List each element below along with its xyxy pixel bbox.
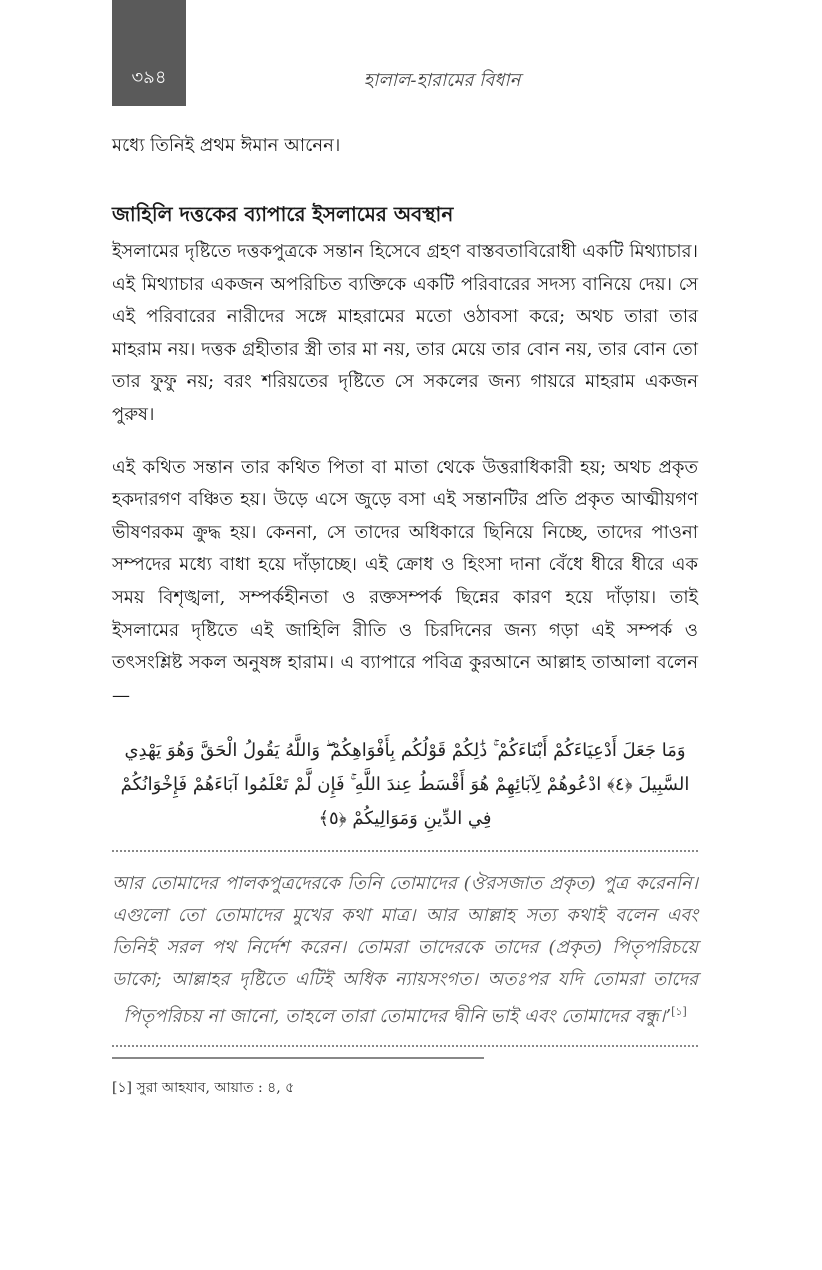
footnote-divider [112,1057,484,1059]
body-paragraph-1: ইসলামের দৃষ্টিতে দত্তকপুত্রকে সন্তান হিসেবে গ্রহণ বাস্তবতাবিরোধী একটি মিথ্যাচার। এই মিথ্যাচার একজন অপরিচিত ব্যক্তিকে একটি পরিবারের সদস্য বানিয়ে দেয়। সে এই পরিবারের নারীদের সঙ্গে মাহরামের মতো ওঠাবসা করে; অথচ তারা তার মাহরাম নয়। দত্তক গ্রহীতার স্ত্রী তার মা নয়, তার মেয়ে তার বোন নয়, তার বোন তো তার ফুফু নয়; বরং শরিয়তের দৃষ্টিতে সে সকলের জন্য গায়রে মাহরাম একজন পুরুষ। [112,241,698,425]
page-body [112,128,698,1101]
body-paragraph-2: এই কথিত সন্তান তার কথিত পিতা বা মাতা থেকে উত্তরাধিকারী হয়; অথচ প্রকৃত হকদারগণ বঞ্চিত হয়। উড়ে এসে জুড়ে বসা এই সন্তানটির প্রতি প্রকৃত আত্মীয়গণ ভীষণরকম ক্রুদ্ধ হয়। কেননা, সে তাদের অধিকারে ছিনিয়ে নিচ্ছে, তাদের পাওনা সম্পদের মধ্যে বাধা হয়ে দাঁড়াচ্ছে। এই ক্রোধ ও হিংসা দানা বেঁধে ধীরে ধীরে এক সময় বিশৃঙ্খলা, সম্পর্কহীনতা ও রক্তসম্পর্ক ছিন্নের কারণ হয়ে দাঁড়ায়। তাই ইসলামের দৃষ্টিতে এই জাহিলি রীতি ও চিরদিনের জন্য গড়া এই সম্পর্ক ও তৎসংশ্লিষ্ট সকল অনুষঙ্গ হারাম। এ ব্যাপারে পবিত্র কুরআনে আল্লাহ তাআলা বলেন— [112,456,698,706]
translation-box [112,850,698,1047]
running-title: হালাল-হারামের বিধান [363,70,521,91]
footnote-1: [১] সুরা আহযাব, আয়াত : ৪, ৫ [112,1080,295,1097]
footnote-reference: [১] [671,1005,687,1019]
translation-body: আর তোমাদের পালকপুত্রদেরকে তিনি তোমাদের (ঔরসজাত প্রকৃত) পুত্র করেননি। এগুলো তো তোমাদের মুখের কথা মাত্র। আর আল্লাহ সত্য কথাই বলেন এবং তিনিই সরল পথ নির্দেশ করেন। তোমরা তাদেরকে তাদের (প্রকৃত) পিতৃপরিচয়ে ডাকো; আল্লাহর দৃষ্টিতে এটিই অধিক ন্যায়সংগত। অতঃপর যদি তোমরা তাদের পিতৃপরিচয় না জানো, তাহলে তারা তোমাদের দ্বীনি ভাই এবং তোমাদের বন্ধু।’ [112,873,698,1028]
section-heading: জাহিলি দত্তকের ব্যাপারে ইসলামের অবস্থান [112,202,454,226]
translation-text [112,868,698,1033]
arabic-verse: وَمَا جَعَلَ أَدْعِيَاءَكُمْ أَبْنَاءَكُمْ ۚ ذَٰلِكُمْ قَوْلُكُم بِأَفْوَاهِكُمْ ۖ وَاللَّهُ يَقُولُ الْحَقَّ وَهُوَ يَهْدِي السَّبِيلَ ﴿٤﴾ ادْعُوهُمْ لِآبَائِهِمْ هُوَ أَقْسَطُ عِندَ اللَّهِ ۚ فَإِن لَّمْ تَعْلَمُوا آبَاءَهُمْ فَإِخْوَانُكُمْ فِي الدِّينِ وَمَوَالِيكُمْ ﴿٥﴾ [120,740,690,830]
page-number: ৩৯৪ [131,67,167,88]
page-number-tab [112,0,186,106]
lead-line: মধ্যে তিনিই প্রথম ঈমান আনেন। [112,135,341,156]
